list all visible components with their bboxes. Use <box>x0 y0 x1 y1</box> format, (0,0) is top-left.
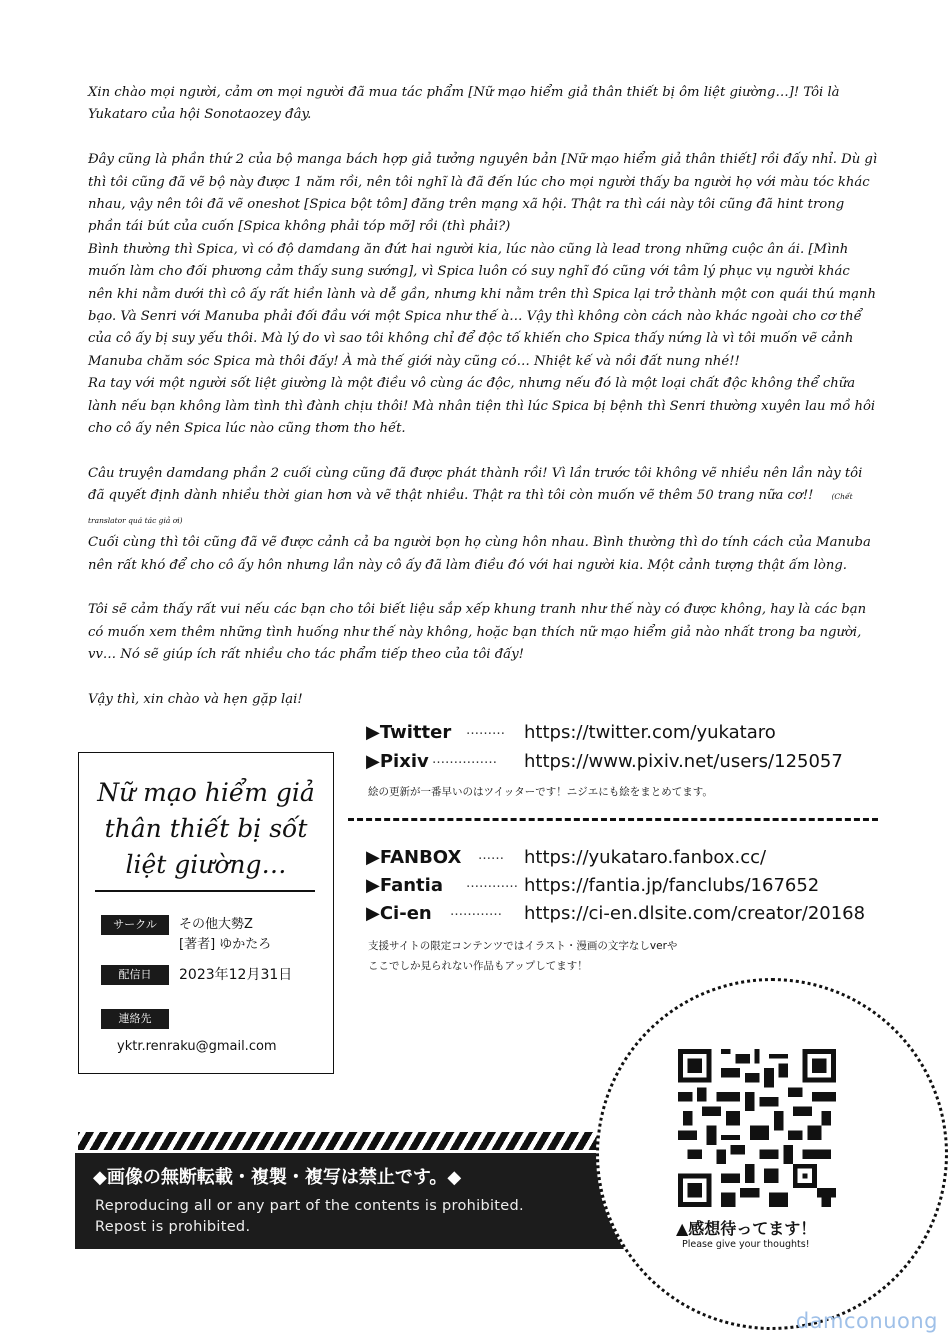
dot-leader: …………… <box>432 752 497 767</box>
date-label: 配信日 <box>101 965 169 985</box>
hazard-stripes <box>78 1132 638 1150</box>
fantia-row[interactable] <box>366 873 886 899</box>
afterword-paragraph: Đây cũng là phần thứ 2 của bộ manga bách hợp giả tưởng nguyên bản [Nữ mạo hiểm giả thân thiết] rồi đấy nhỉ. Dù gì thì tôi cũng đã vẽ bộ này được 1 năm rồi, nên tôi nghĩ là đã đến lúc cho mọi người thấy ba người họ với màu tóc khác nhau, vậy nên tôi đã vẽ oneshot [Spica bột tôm] đăng trên mạng xã hội. Thật ra thì cái này tôi cũng đã hint trong phần tái bút của cuốn [Spica không phải tóp mỡ] rồi (thì phải?) <box>88 152 878 235</box>
cien-label: ▶Ci-en <box>366 903 432 924</box>
afterword-sentence: Câu truyện damdang phần 2 cuối cùng cũng đã được phát thành rồi! Vì lần trước tôi không vẽ nhiều nên lần này tôi đã quyết định dành nhiều thời gian hơn và vẽ thật nhiều. Thật ra thì tôi còn muốn vẽ thêm 50 trang nữa cơ!! <box>88 465 863 504</box>
afterword-paragraph: Tôi sẽ cảm thấy rất vui nếu các bạn cho tôi biết liệu sắp xếp khung tranh như thế này có được không, hay là các bạn có muốn xem thêm những tình huống như thế này không, hoặc bạn thích nữ mạo hiểm giả nào nhất trong ba người, vv… Nó sẽ giúp ích rất nhiều cho tác phẩm tiếp theo của tôi đấy! <box>88 602 867 663</box>
dot-leader: ………… <box>450 904 502 919</box>
dot-leader: …… <box>478 848 504 863</box>
twitter-row[interactable] <box>366 720 886 746</box>
copyright-jp: ◆画像の無断転載・複製・複写は禁止です。◆ <box>93 1167 462 1188</box>
fanbox-link[interactable]: https://yukataro.fanbox.cc/ <box>524 847 767 868</box>
copyright-en: Reproducing all or any part of the contents is prohibited. <box>95 1198 524 1214</box>
afterword-paragraph: Ra tay với một người sốt liệt giường là một điều vô cùng ác độc, nhưng nếu đó là một loại chất độc không thể chữa lành nếu bạn không làm tình thì đành chịu thôi! Mà nhân tiện thì lúc Spica bị bệnh thì Senri thường xuyên lau mồ hôi cho cô ấy nên Spica lúc nào cũng thơm tho hết. <box>88 376 876 437</box>
fantia-link[interactable]: https://fantia.jp/fanclubs/167652 <box>524 875 820 896</box>
fantia-label: ▶Fantia <box>366 875 443 896</box>
book-title-line: Nữ mạo hiểm giả <box>97 778 315 807</box>
pixiv-label: ▶Pixiv <box>366 751 429 772</box>
copyright-en: Repost is prohibited. <box>95 1219 251 1235</box>
cien-link[interactable]: https://ci-en.dlsite.com/creator/20168 <box>524 903 866 924</box>
book-title <box>79 775 333 883</box>
pixiv-row[interactable] <box>366 749 886 775</box>
dot-leader: ……… <box>466 723 505 738</box>
twitter-label: ▶Twitter <box>366 722 452 743</box>
fanbox-row[interactable] <box>366 845 886 871</box>
fanbox-label: ▶FANBOX <box>366 847 462 868</box>
afterword-text <box>88 82 878 734</box>
circle-value: その他大勢Z <box>179 917 253 932</box>
afterword-paragraph: Bình thường thì Spica, vì có độ damdang ăn đứt hai người kia, lúc nào cũng là lead trong những cuộc ân ái. [Mình muốn làm cho đối phương cảm thấy sung sướng], vì Spica luôn có suy nghĩ đó cũng với tâm lý phục vụ người khác nên khi nằm dưới thì cô ấy rất hiền lành và dễ gần, nhưng khi nằm trên thì Spica lại trở thành một con quái thú mạnh bạo. Và Senri với Manuba phải đối đầu với một Spica như thế à… Vậy thì không còn cách nào khác ngoài cho cơ thể của cô ấy bị suy yếu thôi. Mà lý do vì sao tôi không chỉ để độc tố khiến cho Spica thấy nứng là vì tôi muốn vẽ cảnh Manuba chăm sóc Spica mà thôi đấy! À mà thế giới này cũng có… Nhiệt kế và nồi đất nung nhé!! <box>88 241 876 369</box>
colophon-box <box>78 752 334 1074</box>
feedback-request-jp: ▲感想待ってます！ <box>676 1219 817 1238</box>
copyright-banner <box>75 1153 640 1249</box>
contact-email[interactable]: yktr.renraku@gmail.com <box>117 1039 277 1054</box>
book-title-line: liệt giường… <box>125 850 287 879</box>
date-value: 2023年12月31日 <box>179 967 293 983</box>
twitter-link[interactable]: https://twitter.com/yukataro <box>524 722 776 743</box>
site-watermark: damconuong <box>795 1309 938 1333</box>
afterword-paragraph <box>88 463 878 532</box>
author-value: [著者] ゆかたろ <box>179 937 272 952</box>
circle-label: サークル <box>101 915 169 935</box>
support-note-line: ここでしか見られない作品もアップしてます！ <box>368 960 588 972</box>
translator-note: (Chết translator quá tác giả ơi) <box>88 492 853 525</box>
support-note-line: 支援サイトの限定コンテンツではイラスト・漫画の文字なしverや <box>368 940 678 952</box>
pixiv-link[interactable]: https://www.pixiv.net/users/125057 <box>524 751 843 772</box>
afterword-paragraph: Vậy thì, xin chào và hẹn gặp lại! <box>88 691 303 707</box>
qr-code-icon[interactable] <box>678 1049 836 1207</box>
feedback-request-en: Please give your thoughts! <box>682 1239 810 1250</box>
title-divider <box>95 890 315 892</box>
contact-label: 連絡先 <box>101 1009 169 1029</box>
dashed-divider <box>348 818 878 821</box>
cien-row[interactable] <box>366 901 886 927</box>
afterword-paragraph: Xin chào mọi người, cảm ơn mọi người đã mua tác phẩm [Nữ mạo hiểm giả thân thiết bị ôm liệt giường…]! Tôi là Yukataro của hội Sonotaozey đây. <box>88 85 840 123</box>
dot-leader: ………… <box>466 876 518 891</box>
sns-note: 絵の更新が一番早いのはツイッターです！ニジエにも絵をまとめてます。 <box>368 786 713 798</box>
book-title-line: thân thiết bị sốt <box>104 814 308 843</box>
afterword-paragraph: Cuối cùng thì tôi cũng đã vẽ được cảnh cả ba người bọn họ cùng hôn nhau. Bình thường thì do tính cách của Manuba nên rất khó để cho cô ấy hôn nhưng lần này cô ấy đã làm điều đó với hai người kia. Một cảnh tượng thật ấm lòng. <box>88 535 871 573</box>
